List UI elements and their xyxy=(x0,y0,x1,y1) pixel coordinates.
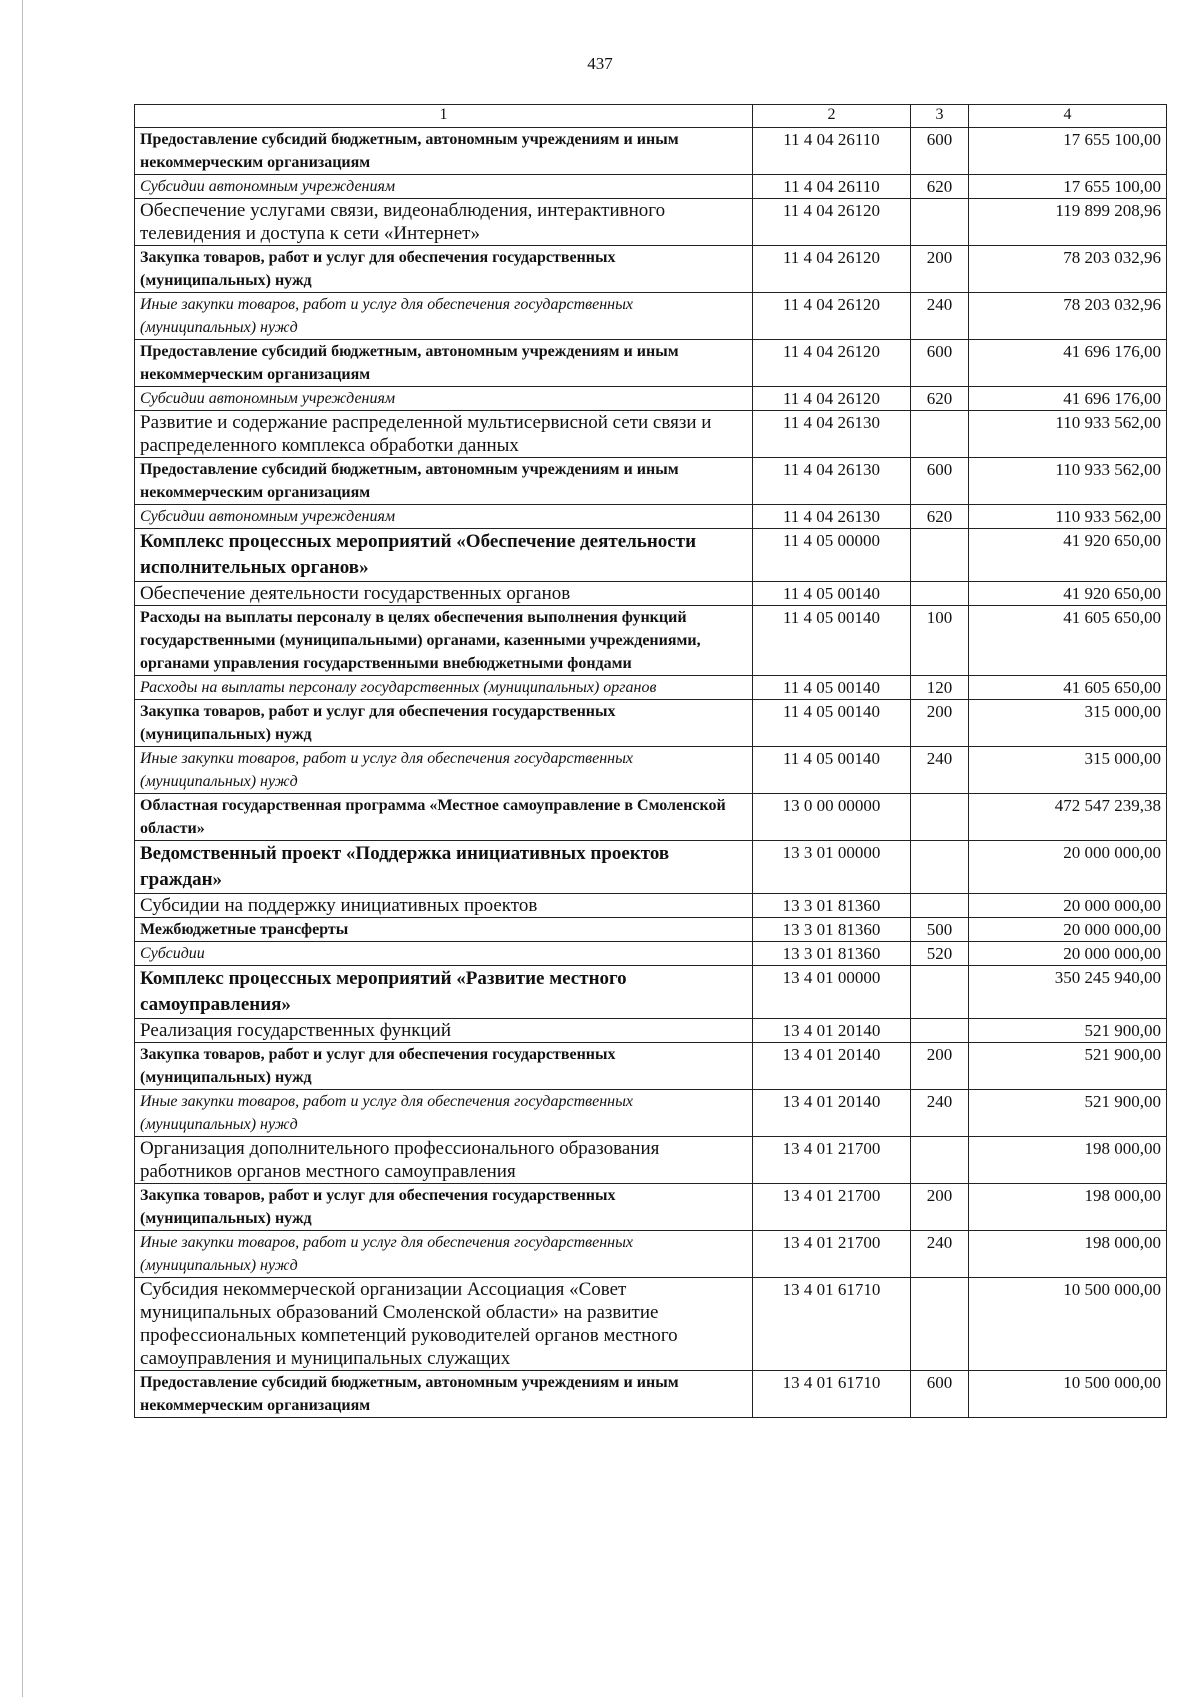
row-type-cell xyxy=(911,794,969,841)
row-type-cell: 600 xyxy=(911,128,969,175)
table-row xyxy=(135,199,1167,246)
row-type-cell: 600 xyxy=(911,458,969,505)
row-sum-cell: 110 933 562,00 xyxy=(969,458,1167,505)
row-name-cell: Предоставление субсидий бюджетным, автономным учреждениям и иным некоммерческим организациям xyxy=(135,1371,753,1418)
row-sum-cell: 315 000,00 xyxy=(969,747,1167,794)
row-sum-cell: 41 920 650,00 xyxy=(969,582,1167,606)
row-name-cell: Закупка товаров, работ и услуг для обеспечения государственных (муниципальных) нужд xyxy=(135,246,753,293)
header-col-type: 3 xyxy=(911,105,969,128)
row-sum-cell: 521 900,00 xyxy=(969,1043,1167,1090)
row-code-cell: 11 4 04 26110 xyxy=(753,175,911,199)
page-number: 437 xyxy=(587,54,613,73)
row-sum-cell: 20 000 000,00 xyxy=(969,841,1167,894)
table-row xyxy=(135,747,1167,794)
row-sum-cell: 198 000,00 xyxy=(969,1137,1167,1184)
row-code-cell: 13 0 00 00000 xyxy=(753,794,911,841)
scan-edge-line xyxy=(22,0,23,1697)
row-type-cell: 240 xyxy=(911,1231,969,1278)
row-type-cell: 620 xyxy=(911,505,969,529)
table-row xyxy=(135,387,1167,411)
table-row xyxy=(135,1231,1167,1278)
row-name-cell: Комплекс процессных мероприятий «Развитие местного самоуправления» xyxy=(135,966,753,1019)
row-sum-cell: 41 920 650,00 xyxy=(969,529,1167,582)
row-code-cell: 11 4 05 00140 xyxy=(753,676,911,700)
row-sum-cell: 78 203 032,96 xyxy=(969,293,1167,340)
row-name-cell: Расходы на выплаты персоналу государственных (муниципальных) органов xyxy=(135,676,753,700)
row-code-cell: 13 4 01 21700 xyxy=(753,1137,911,1184)
row-sum-cell: 17 655 100,00 xyxy=(969,128,1167,175)
table-row xyxy=(135,1043,1167,1090)
row-type-cell: 500 xyxy=(911,918,969,942)
row-name-cell: Закупка товаров, работ и услуг для обеспечения государственных (муниципальных) нужд xyxy=(135,700,753,747)
row-sum-cell: 10 500 000,00 xyxy=(969,1278,1167,1371)
table-row xyxy=(135,1019,1167,1043)
row-sum-cell: 41 696 176,00 xyxy=(969,340,1167,387)
table-row xyxy=(135,175,1167,199)
row-code-cell: 11 4 04 26130 xyxy=(753,505,911,529)
row-code-cell: 13 3 01 81360 xyxy=(753,894,911,918)
row-sum-cell: 41 605 650,00 xyxy=(969,606,1167,676)
row-code-cell: 11 4 04 26110 xyxy=(753,128,911,175)
row-sum-cell: 10 500 000,00 xyxy=(969,1371,1167,1418)
row-sum-cell: 20 000 000,00 xyxy=(969,942,1167,966)
row-type-cell xyxy=(911,966,969,1019)
table-row xyxy=(135,505,1167,529)
row-type-cell: 600 xyxy=(911,1371,969,1418)
row-type-cell: 520 xyxy=(911,942,969,966)
row-name-cell: Предоставление субсидий бюджетным, автономным учреждениям и иным некоммерческим организациям xyxy=(135,340,753,387)
row-code-cell: 13 4 01 20140 xyxy=(753,1019,911,1043)
row-sum-cell: 110 933 562,00 xyxy=(969,411,1167,458)
row-code-cell: 11 4 04 26120 xyxy=(753,199,911,246)
table-row xyxy=(135,1090,1167,1137)
header-col-code: 2 xyxy=(753,105,911,128)
row-code-cell: 13 4 01 00000 xyxy=(753,966,911,1019)
table-row xyxy=(135,529,1167,582)
row-name-cell: Предоставление субсидий бюджетным, автономным учреждениям и иным некоммерческим организациям xyxy=(135,128,753,175)
row-code-cell: 11 4 04 26130 xyxy=(753,458,911,505)
row-type-cell xyxy=(911,411,969,458)
row-type-cell: 240 xyxy=(911,1090,969,1137)
row-code-cell: 13 4 01 21700 xyxy=(753,1231,911,1278)
row-name-cell: Развитие и содержание распределенной мультисервисной сети связи и распределенного комплекса обработки данных xyxy=(135,411,753,458)
row-name-cell: Иные закупки товаров, работ и услуг для обеспечения государственных (муниципальных) нужд xyxy=(135,1090,753,1137)
table-row xyxy=(135,966,1167,1019)
row-type-cell: 620 xyxy=(911,387,969,411)
table-row xyxy=(135,841,1167,894)
row-sum-cell: 198 000,00 xyxy=(969,1184,1167,1231)
table-row xyxy=(135,1184,1167,1231)
table-row xyxy=(135,1371,1167,1418)
table-row xyxy=(135,340,1167,387)
row-name-cell: Иные закупки товаров, работ и услуг для обеспечения государственных (муниципальных) нужд xyxy=(135,747,753,794)
row-sum-cell: 78 203 032,96 xyxy=(969,246,1167,293)
table-row xyxy=(135,582,1167,606)
row-name-cell: Обеспечение услугами связи, видеонаблюдения, интерактивного телевидения и доступа к сети «Интернет» xyxy=(135,199,753,246)
row-type-cell: 200 xyxy=(911,1043,969,1090)
row-code-cell: 13 4 01 20140 xyxy=(753,1043,911,1090)
row-name-cell: Субсидии автономным учреждениям xyxy=(135,505,753,529)
row-type-cell xyxy=(911,582,969,606)
row-sum-cell: 521 900,00 xyxy=(969,1019,1167,1043)
row-code-cell: 11 4 04 26120 xyxy=(753,387,911,411)
row-type-cell: 600 xyxy=(911,340,969,387)
row-code-cell: 13 4 01 61710 xyxy=(753,1278,911,1371)
table-row xyxy=(135,411,1167,458)
table-row xyxy=(135,128,1167,175)
row-name-cell: Комплекс процессных мероприятий «Обеспечение деятельности исполнительных органов» xyxy=(135,529,753,582)
row-name-cell: Закупка товаров, работ и услуг для обеспечения государственных (муниципальных) нужд xyxy=(135,1184,753,1231)
table-row xyxy=(135,458,1167,505)
table-row xyxy=(135,1137,1167,1184)
row-code-cell: 11 4 05 00140 xyxy=(753,747,911,794)
table-row xyxy=(135,246,1167,293)
row-type-cell: 200 xyxy=(911,700,969,747)
row-sum-cell: 315 000,00 xyxy=(969,700,1167,747)
row-sum-cell: 472 547 239,38 xyxy=(969,794,1167,841)
row-sum-cell: 20 000 000,00 xyxy=(969,918,1167,942)
row-name-cell: Организация дополнительного профессионального образования работников органов местного самоуправления xyxy=(135,1137,753,1184)
row-name-cell: Расходы на выплаты персоналу в целях обеспечения выполнения функций государственными (муниципальными) органами, казенными учреждениями, органами управления государственными внебюджетными фондами xyxy=(135,606,753,676)
table-header-row xyxy=(135,105,1167,128)
row-type-cell xyxy=(911,1019,969,1043)
row-sum-cell: 198 000,00 xyxy=(969,1231,1167,1278)
row-code-cell: 11 4 05 00000 xyxy=(753,529,911,582)
table-row xyxy=(135,293,1167,340)
header-col-sum: 4 xyxy=(969,105,1167,128)
row-name-cell: Закупка товаров, работ и услуг для обеспечения государственных (муниципальных) нужд xyxy=(135,1043,753,1090)
row-code-cell: 13 3 01 81360 xyxy=(753,942,911,966)
row-name-cell: Реализация государственных функций xyxy=(135,1019,753,1043)
row-code-cell: 11 4 04 26120 xyxy=(753,340,911,387)
row-type-cell: 620 xyxy=(911,175,969,199)
row-type-cell xyxy=(911,894,969,918)
table-row xyxy=(135,794,1167,841)
row-code-cell: 11 4 04 26120 xyxy=(753,246,911,293)
row-type-cell xyxy=(911,1278,969,1371)
row-code-cell: 13 3 01 00000 xyxy=(753,841,911,894)
row-type-cell: 200 xyxy=(911,246,969,293)
row-code-cell: 13 3 01 81360 xyxy=(753,918,911,942)
table-row xyxy=(135,894,1167,918)
table-row xyxy=(135,918,1167,942)
row-name-cell: Иные закупки товаров, работ и услуг для обеспечения государственных (муниципальных) нужд xyxy=(135,1231,753,1278)
row-name-cell: Субсидия некоммерческой организации Ассоциация «Совет муниципальных образований Смоленской области» на развитие профессиональных компетенций руководителей органов местного самоуправления и муниципальных служащих xyxy=(135,1278,753,1371)
budget-table-body xyxy=(135,105,1167,1418)
row-type-cell xyxy=(911,199,969,246)
row-type-cell: 240 xyxy=(911,747,969,794)
table-row xyxy=(135,606,1167,676)
row-name-cell: Обеспечение деятельности государственных органов xyxy=(135,582,753,606)
row-code-cell: 11 4 05 00140 xyxy=(753,606,911,676)
row-type-cell: 240 xyxy=(911,293,969,340)
row-name-cell: Субсидии автономным учреждениям xyxy=(135,387,753,411)
row-code-cell: 11 4 04 26130 xyxy=(753,411,911,458)
row-type-cell xyxy=(911,529,969,582)
row-code-cell: 11 4 04 26120 xyxy=(753,293,911,340)
header-col-name: 1 xyxy=(135,105,753,128)
row-sum-cell: 20 000 000,00 xyxy=(969,894,1167,918)
row-type-cell: 200 xyxy=(911,1184,969,1231)
table-row xyxy=(135,1278,1167,1371)
row-sum-cell: 41 605 650,00 xyxy=(969,676,1167,700)
row-sum-cell: 521 900,00 xyxy=(969,1090,1167,1137)
row-sum-cell: 110 933 562,00 xyxy=(969,505,1167,529)
row-code-cell: 11 4 05 00140 xyxy=(753,582,911,606)
budget-table xyxy=(134,104,1167,1418)
row-name-cell: Областная государственная программа «Местное самоуправление в Смоленской области» xyxy=(135,794,753,841)
row-name-cell: Предоставление субсидий бюджетным, автономным учреждениям и иным некоммерческим организациям xyxy=(135,458,753,505)
row-code-cell: 13 4 01 61710 xyxy=(753,1371,911,1418)
row-code-cell: 13 4 01 21700 xyxy=(753,1184,911,1231)
row-code-cell: 11 4 05 00140 xyxy=(753,700,911,747)
row-name-cell: Иные закупки товаров, работ и услуг для обеспечения государственных (муниципальных) нужд xyxy=(135,293,753,340)
table-row xyxy=(135,676,1167,700)
row-sum-cell: 119 899 208,96 xyxy=(969,199,1167,246)
row-type-cell xyxy=(911,841,969,894)
row-type-cell: 120 xyxy=(911,676,969,700)
row-name-cell: Субсидии на поддержку инициативных проектов xyxy=(135,894,753,918)
row-type-cell xyxy=(911,1137,969,1184)
row-name-cell: Субсидии автономным учреждениям xyxy=(135,175,753,199)
row-sum-cell: 17 655 100,00 xyxy=(969,175,1167,199)
row-sum-cell: 350 245 940,00 xyxy=(969,966,1167,1019)
row-type-cell: 100 xyxy=(911,606,969,676)
row-name-cell: Межбюджетные трансферты xyxy=(135,918,753,942)
row-code-cell: 13 4 01 20140 xyxy=(753,1090,911,1137)
row-name-cell: Субсидии xyxy=(135,942,753,966)
row-name-cell: Ведомственный проект «Поддержка инициативных проектов граждан» xyxy=(135,841,753,894)
table-row xyxy=(135,942,1167,966)
row-sum-cell: 41 696 176,00 xyxy=(969,387,1167,411)
table-row xyxy=(135,700,1167,747)
